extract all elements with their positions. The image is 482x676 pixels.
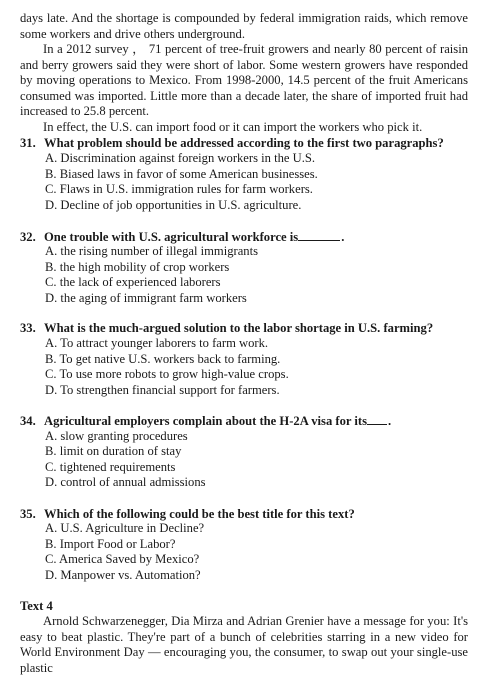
question-31-option-c: C. Flaws in U.S. immigration rules for farm workers. [45, 182, 313, 196]
answer-blank [367, 413, 387, 425]
question-35-option-c: C. America Saved by Mexico? [45, 552, 200, 566]
passage-paragraph-1: days late. And the shortage is compounded by federal immigration raids, which remove some workers and drive others underground. [20, 11, 468, 41]
question-stem-end: . [341, 230, 345, 244]
question-number: 32. [20, 230, 36, 244]
question-34-option-b: B. limit on duration of stay [45, 444, 182, 458]
section-title-text-4: Text 4 [20, 599, 53, 613]
question-number: 34. [20, 414, 36, 428]
question-35-option-b: B. Import Food or Labor? [45, 537, 176, 551]
question-32-option-b: B. the high mobility of crop workers [45, 260, 230, 274]
question-33-option-b: B. To get native U.S. workers back to farming. [45, 352, 281, 366]
question-stem-end: . [388, 414, 392, 428]
question-stem: What problem should be addressed according to the first two paragraphs? [44, 136, 444, 150]
question-32-option-a: A. the rising number of illegal immigrants [45, 244, 259, 258]
question-33 [20, 320, 472, 336]
question-35-option-a: A. U.S. Agriculture in Decline? [45, 521, 205, 535]
question-33-option-c: C. To use more robots to grow high-value crops. [45, 367, 289, 381]
question-34-option-a: A. slow granting procedures [45, 429, 188, 443]
question-32-option-c: C. the lack of experienced laborers [45, 275, 221, 289]
question-32-option-d: D. the aging of immigrant farm workers [45, 291, 247, 305]
question-35-option-d: D. Manpower vs. Automation? [45, 568, 201, 582]
question-number: 31. [20, 136, 36, 150]
question-33-option-d: D. To strengthen financial support for farmers. [45, 383, 280, 397]
question-31 [20, 135, 472, 151]
question-stem: One trouble with U.S. agricultural workforce is [44, 230, 299, 244]
passage-paragraph-3: In effect, the U.S. can import food or it can import the workers who pick it. [43, 120, 423, 134]
question-stem: Agricultural employers complain about the H-2A visa for its [44, 414, 367, 428]
question-34 [20, 413, 472, 429]
question-34-option-d: D. control of annual admissions [45, 475, 206, 489]
question-35 [20, 506, 472, 522]
question-31-option-a: A. Discrimination against foreign workers in the U.S. [45, 151, 316, 165]
question-number: 35. [20, 507, 36, 521]
question-31-option-d: D. Decline of job opportunities in U.S. agriculture. [45, 198, 302, 212]
question-34-option-c: C. tightened requirements [45, 460, 176, 474]
answer-blank [298, 229, 340, 241]
question-stem: Which of the following could be the best title for this text? [44, 507, 355, 521]
question-31-option-b: B. Biased laws in favor of some American businesses. [45, 167, 318, 181]
text-4-intro-paragraph: Arnold Schwarzenegger, Dia Mirza and Adrian Grenier have a message for you: It's easy to beat plastic. They're part of a bunch of celebrities starring in a new video for World Environment Day — encouraging you, the consumer, to swap out your single-use plastic [20, 614, 468, 675]
question-number: 33. [20, 321, 36, 335]
passage-paragraph-2: In a 2012 survey ， 71 percent of tree-fruit growers and nearly 80 percent of raisin and berry growers said they were short of labor. Some western growers have responded by moving operations to Mexico. From 1998-2000, 14.5 percent of the fruit Americans consumed was imported. Little more than a decade later, the share of imported fruit had increased to 25.8 percent. [20, 42, 468, 119]
question-32 [20, 229, 472, 245]
question-33-option-a: A. To attract younger laborers to farm work. [45, 336, 269, 350]
question-stem: What is the much-argued solution to the labor shortage in U.S. farming? [44, 321, 434, 335]
